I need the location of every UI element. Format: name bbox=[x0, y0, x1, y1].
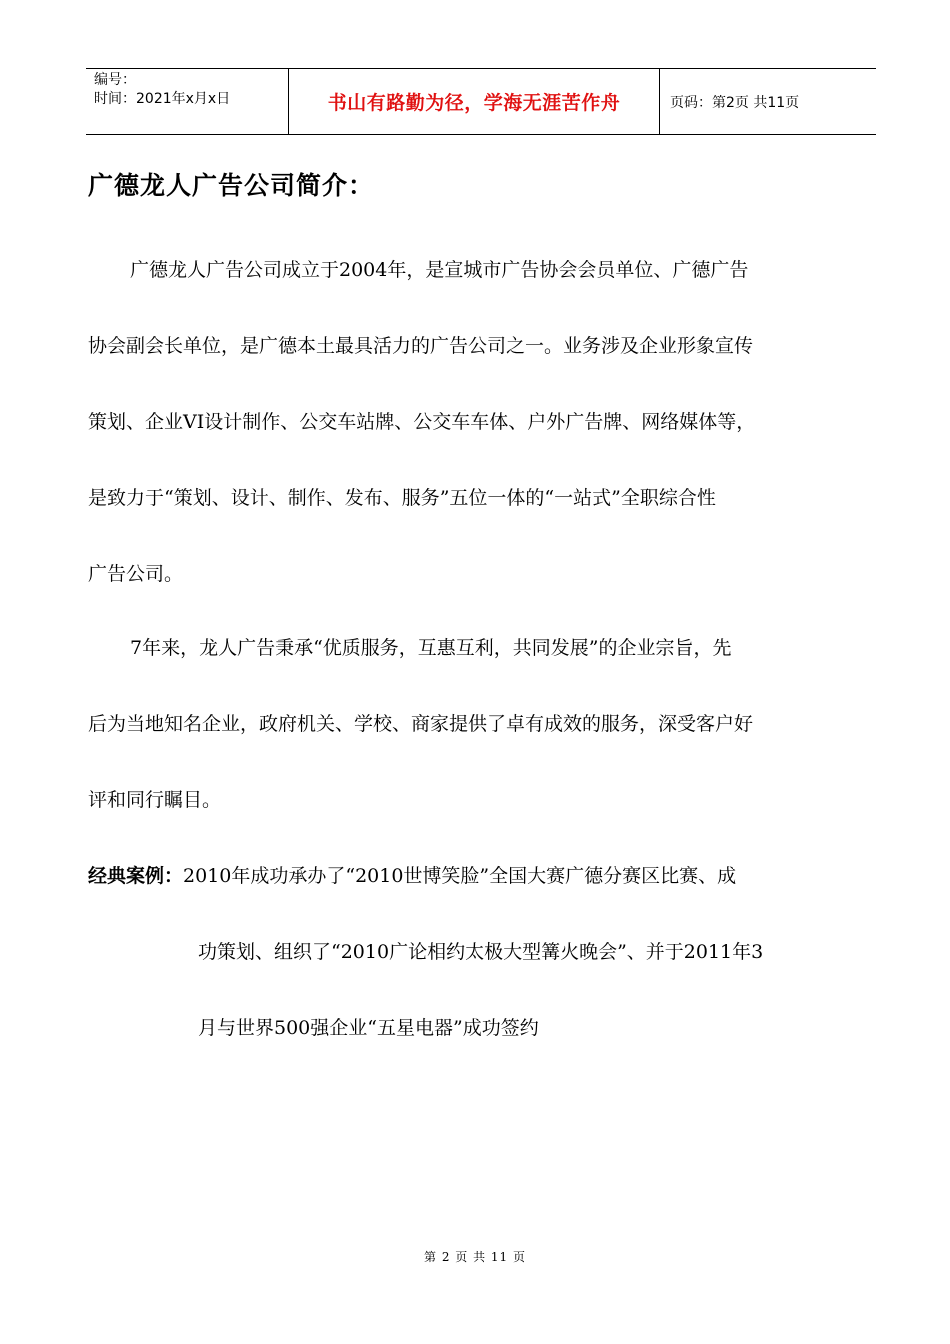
cases-first-line bbox=[88, 838, 888, 914]
header-page-info: 页码：第2页 共11页 bbox=[670, 94, 800, 111]
intro-line: 广告公司。 bbox=[88, 563, 184, 585]
cases-text: 2010年成功承办了“2010世博笑脸”全国大赛广德分赛区比赛、成 bbox=[183, 865, 737, 887]
history-line: 评和同行瞩目。 bbox=[88, 789, 222, 811]
cases-line: 月与世界500强企业“五星电器”成功签约 bbox=[198, 1017, 539, 1039]
document-title: 广德龙人广告公司简介： bbox=[88, 171, 375, 200]
intro-line: 策划、企业VI设计制作、公交车站牌、公交车车体、户外广告牌、网络媒体等， bbox=[88, 411, 756, 433]
header-meta bbox=[86, 69, 288, 134]
intro-line: 是致力于“策划、设计、制作、发布、服务”五位一体的“一站式”全职综合性 bbox=[88, 487, 716, 509]
classic-cases bbox=[88, 838, 888, 1066]
history-paragraph bbox=[88, 610, 888, 838]
time-label: 时间：2021年x月x日 bbox=[94, 91, 231, 107]
history-line: 后为当地知名企业，政府机关、学校、商家提供了卓有成效的服务，深受客户好 bbox=[88, 713, 754, 735]
page-footer: 第 2 页 共 11 页 bbox=[424, 1250, 526, 1264]
intro-paragraph bbox=[88, 232, 888, 612]
intro-line: 广德龙人广告公司成立于2004年，是宣城市广告协会会员单位、广德广告 bbox=[130, 259, 749, 281]
serial-label: 编号： bbox=[94, 72, 136, 88]
history-line: 7年来，龙人广告秉承“优质服务，互惠互利，共同发展”的企业宗旨，先 bbox=[130, 637, 732, 659]
intro-line: 协会副会长单位，是广德本土最具活力的广告公司之一。业务涉及企业形象宣传 bbox=[88, 335, 754, 357]
cases-label: 经典案例： bbox=[88, 865, 184, 887]
page-header bbox=[86, 68, 876, 135]
cases-line: 功策划、组织了“2010广论相约太极大型篝火晚会”、并于2011年3 bbox=[198, 941, 764, 963]
header-motto: 书山有路勤为径，学海无涯苦作舟 bbox=[288, 69, 660, 134]
